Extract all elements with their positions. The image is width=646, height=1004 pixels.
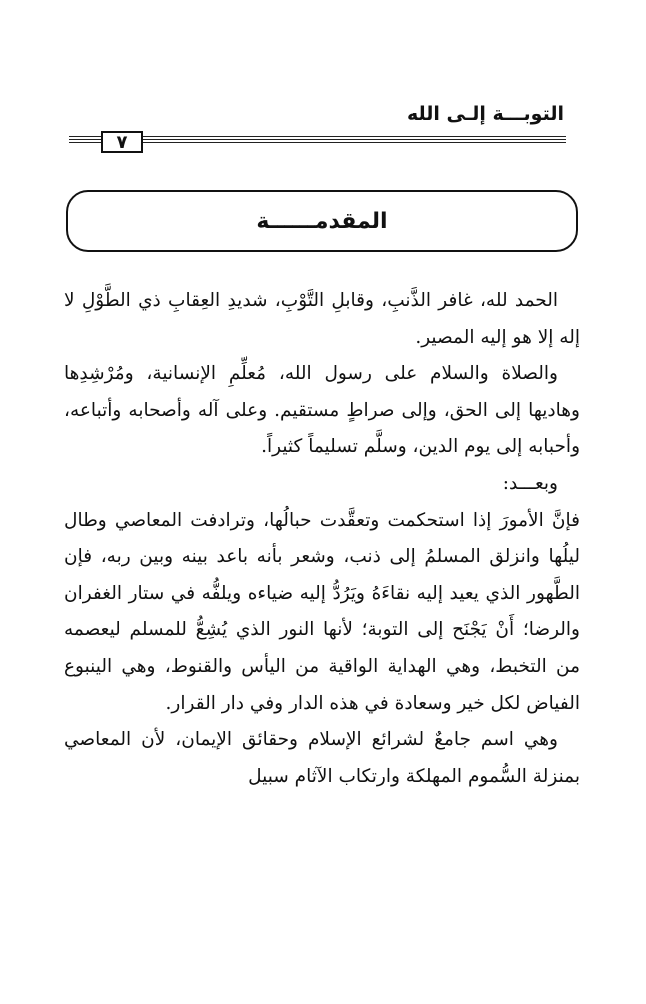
- paragraph-salutation: والصلاة والسلام على رسول الله، مُعلِّمِ الإنسانية، ومُرْشِدِها وهاديها إلى الحق، وإلى صراطٍ مستقيم. وعلى آله وأصحابه وأتباعه، وأحبابه إلى يوم الدين، وسلَّم تسليماً كثيراً.: [64, 363, 580, 458]
- paragraph-transition: وبعـــد:: [502, 472, 558, 494]
- paragraph-opening-praise: الحمد لله، غافر الذَّنبِ، وقابلِ التَّوْبِ، شديدِ العِقابِ ذي الطَّوْلِ لا إله إلا هو إليه المصير.: [64, 290, 580, 348]
- chapter-title-frame: [66, 190, 578, 252]
- running-header-title: التوبـــة إلـى الله: [407, 103, 564, 125]
- paragraph-repentance-intro: فإنَّ الأمورَ إذا استحكمت وتعقَّدت حبالُها، وترادفت المعاصي وطال ليلُها وانزلق المسلمُ إلى ذنب، وشعر بأنه باعد بينه وبين ربه، فإن الطَّهور الذي يعيد إليه نقاءَهُ ويَرُدُّ إليه ضياءه ويلفُّه في ستار الغفران والرضا؛ أَنْ يَجْنَح إلى التوبة؛ لأنها النور الذي يُشِعُّ للمسلم ليعصمه من التخبط، وهي الهداية الواقية من اليأس والقنوط، وهي الينبوع الفياض لكل خير وسعادة في هذه الدار وفي دار القرار.: [64, 509, 580, 714]
- paragraph-repentance-definition: وهي اسم جامعٌ لشرائع الإسلام وحقائق الإيمان، لأن المعاصي بمنزلة السُّموم المهلكة وارتكاب الآثام سبيل: [64, 729, 580, 787]
- chapter-title: المقدمــــــة: [256, 208, 388, 234]
- header-rule: [69, 136, 566, 143]
- body-text: [64, 283, 580, 795]
- page-number: ٧: [101, 131, 143, 153]
